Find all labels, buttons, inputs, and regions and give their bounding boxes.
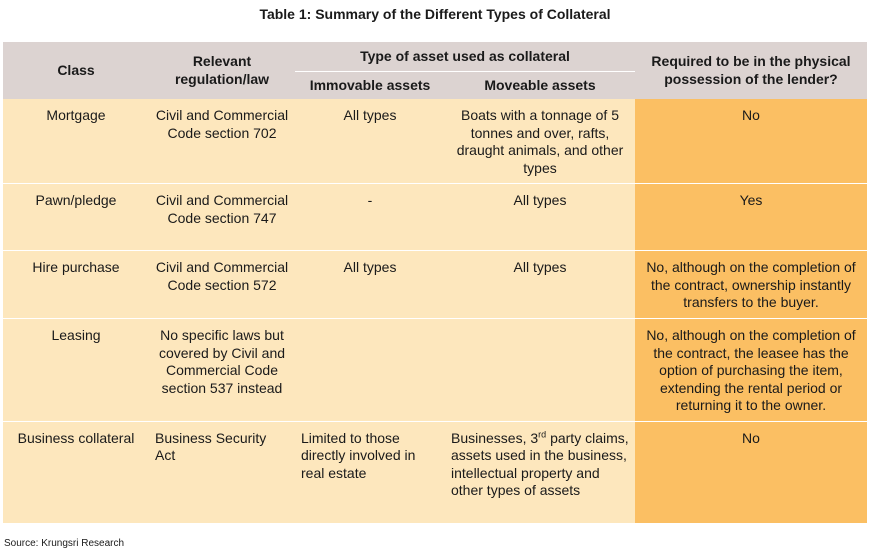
cell-regulation: No specific laws but covered by Civil and Commercial Code section 537 instead bbox=[149, 319, 295, 422]
table-row bbox=[3, 421, 867, 523]
cell-regulation: Civil and Commercial Code section 702 bbox=[149, 99, 295, 184]
cell-class: Mortgage bbox=[3, 99, 149, 184]
header-moveable: Moveable assets bbox=[445, 72, 635, 100]
cell-immovable: All types bbox=[295, 99, 445, 184]
cell-regulation: Business Security Act bbox=[149, 421, 295, 523]
cell-class: Hire purchase bbox=[3, 251, 149, 319]
cell-immovable: All types bbox=[295, 251, 445, 319]
header-regulation: Relevant regulation/law bbox=[149, 42, 295, 99]
cell-immovable bbox=[295, 319, 445, 422]
cell-possession: Yes bbox=[635, 184, 867, 251]
cell-regulation: Civil and Commercial Code section 572 bbox=[149, 251, 295, 319]
cell-class: Pawn/pledge bbox=[3, 184, 149, 251]
cell-moveable bbox=[445, 421, 635, 523]
cell-possession: No, although on the completion of the contract, ownership instantly transfers to the buyer. bbox=[635, 251, 867, 319]
cell-moveable: All types bbox=[445, 184, 635, 251]
cell-possession: No, although on the completion of the contract, the leasee has the option of purchasing the item, extending the rental period or returning it to the owner. bbox=[635, 319, 867, 422]
moveable-text-post: party claims, assets used in the business, intellectual property and other types of assets bbox=[451, 429, 629, 498]
ordinal-superscript: rd bbox=[538, 428, 547, 439]
source-note: Source: Krungsri Research bbox=[4, 538, 125, 549]
cell-moveable bbox=[445, 319, 635, 422]
table-row bbox=[3, 319, 867, 422]
table-title: Table 1: Summary of the Different Types of Collateral bbox=[259, 6, 611, 22]
header-class: Class bbox=[3, 42, 149, 99]
cell-immovable: Limited to those directly involved in real estate bbox=[295, 421, 445, 523]
cell-possession: No bbox=[635, 99, 867, 184]
cell-class: Business collateral bbox=[3, 421, 149, 523]
cell-moveable: All types bbox=[445, 251, 635, 319]
cell-possession: No bbox=[635, 421, 867, 523]
table-row bbox=[3, 251, 867, 319]
table-row bbox=[3, 184, 867, 251]
header-immovable: Immovable assets bbox=[295, 72, 445, 100]
table-row bbox=[3, 99, 867, 184]
moveable-text-pre: Businesses, 3 bbox=[451, 429, 539, 446]
cell-class: Leasing bbox=[3, 319, 149, 422]
cell-immovable: - bbox=[295, 184, 445, 251]
cell-moveable: Boats with a tonnage of 5 tonnes and over, rafts, draught animals, and other types bbox=[445, 99, 635, 184]
collateral-table bbox=[3, 42, 867, 524]
header-asset-type: Type of asset used as collateral bbox=[295, 42, 635, 72]
header-possession: Required to be in the physical possession of the lender? bbox=[635, 42, 867, 99]
cell-regulation: Civil and Commercial Code section 747 bbox=[149, 184, 295, 251]
